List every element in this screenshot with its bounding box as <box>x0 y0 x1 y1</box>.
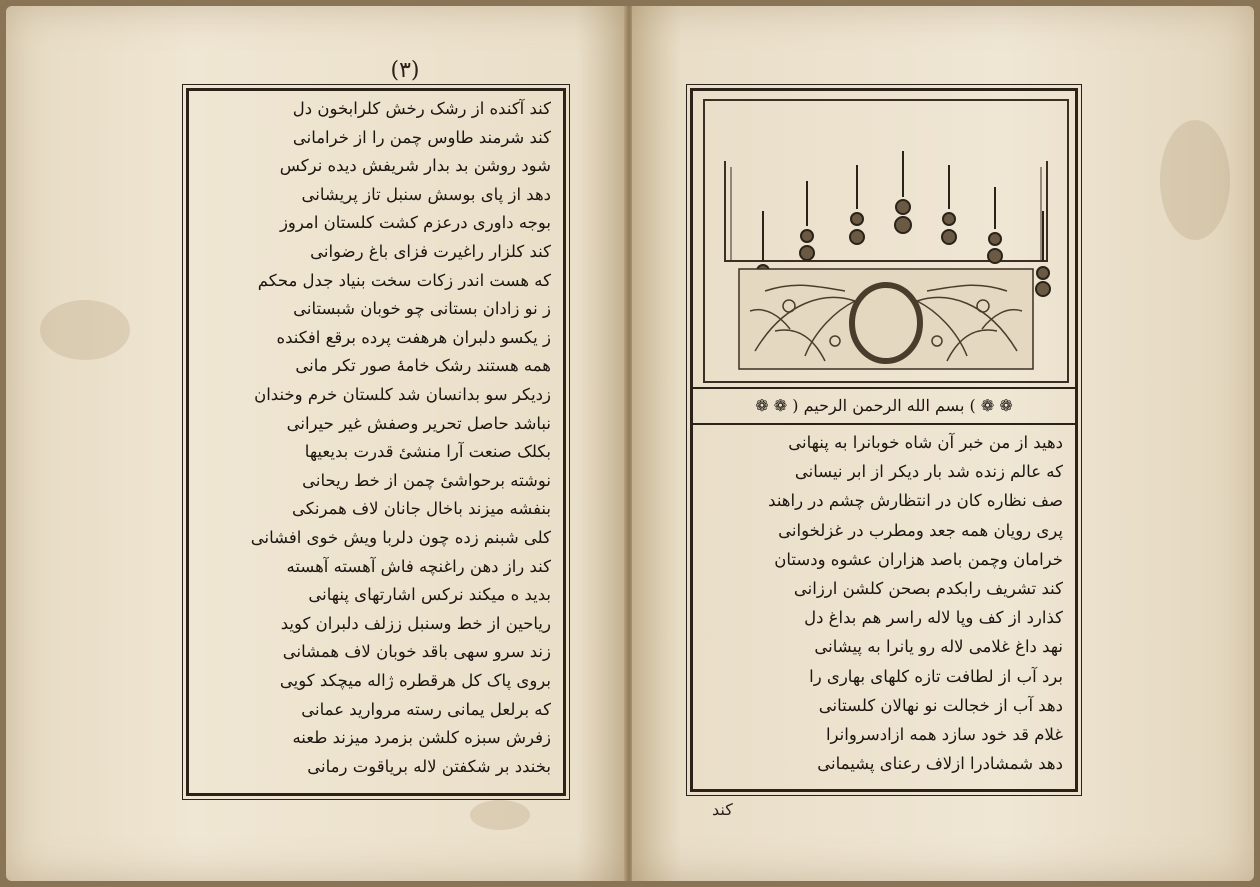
paper-stain <box>470 800 530 830</box>
text-line: برد آب از لطافت تازه کلهای بهاری را <box>809 666 1063 686</box>
catchword: کند <box>712 800 733 819</box>
text-line: کند کلزار راغیرت فزای باغ رضوانی <box>310 242 551 261</box>
text-line: صف نظاره کان در انتظارش چشم در راهند <box>768 491 1063 511</box>
text-line: که هست اندر زکات سخت بنیاد جدل محکم <box>257 270 551 290</box>
text-line: کند شرمند طاوس چمن را از خرامانی <box>292 127 551 147</box>
text-line: نهد داغ غلامی لاله رو یانرا به پیشانی <box>814 637 1063 657</box>
right-text-frame <box>690 88 1078 792</box>
paper-stain <box>40 300 130 360</box>
text-line: کند راز دهن راغنچه فاش آهسته آهسته <box>286 556 551 576</box>
text-line: کلی شبنم زده چون دلربا ویش خوی افشانی <box>250 528 551 547</box>
text-line: زفرش سبزه کلشن بزمرد میزند طعنه <box>292 728 551 748</box>
text-line: ز نو زادان بستانی چو خوبان شبستانی <box>293 299 551 319</box>
paper-stain <box>1160 120 1230 240</box>
text-line: کذارد از کف وپا لاله راسر هم بداغ دل <box>804 608 1063 628</box>
basmala-heading: ❁ ❁ ) بسم الله الرحمن الرحيم ( ❁ ❁ <box>693 387 1075 425</box>
text-line: کند تشریف رابکدم بصحن کلشن ارزانی <box>793 579 1063 598</box>
text-line: بوجه داوری درعزم کشت کلستان امروز <box>279 213 551 233</box>
text-line: بدید ه میکند نرکس اشارتهای پنهانی <box>308 585 551 605</box>
text-line: همه هستند رشک خامهٔ صور تکر مانی <box>295 356 551 376</box>
right-text-block <box>693 91 1075 789</box>
text-line: کند آکنده از رشک رخش کلرابخون دل <box>292 99 551 118</box>
page-number: (٣) <box>390 58 420 83</box>
text-line: خرامان وچمن باصد هزاران عشوه ودستان <box>774 549 1063 569</box>
text-line: شود روشن بد بدار شریفش دیده نرکس <box>279 156 551 176</box>
text-line: ریاحین از خط وسنبل ززلف دلبران کوید <box>280 613 551 633</box>
text-line: دهد از پای بوسش سنبل تاز پریشانی <box>301 184 551 204</box>
text-line: نوشته برحواشیٔ چمن از خط ریحانی <box>302 470 551 490</box>
text-line: بکلک صنعت آرا منشیٔ قدرت بدیعیها <box>304 442 551 462</box>
text-line: دهید از من خبر آن شاه خوبانرا به پنهانی <box>788 433 1063 452</box>
text-line: نباشد حاصل تحریر وصفش غیر حیرانی <box>286 413 551 433</box>
text-line: ز یکسو دلبران هرهفت پرده برقع افکنده <box>276 327 551 347</box>
text-line: بخندد بر شکفتن لاله بریاقوت رمانی <box>307 756 551 776</box>
text-line: غلام قد خود سازد همه ازادسروانرا <box>825 725 1063 744</box>
text-line: که عالم زنده شد بار دیکر از ابر نیسانی <box>794 462 1063 482</box>
text-line: دهد شمشادرا ازلاف رعنای پشیمانی <box>817 754 1063 774</box>
text-line: دهد آب از خجالت نو نهالان کلستانی <box>818 695 1063 715</box>
text-line: زدیکر سو بدانسان شد کلستان خرم وخندان <box>254 385 551 404</box>
left-text-block <box>189 91 563 793</box>
text-line: پری رویان همه جعد ومطرب در غزلخوانی <box>778 520 1063 540</box>
text-line: بنفشه میزند باخال جانان لاف همرنکی <box>292 499 551 519</box>
text-line: زند سرو سهی باقد خوبان لاف همشانی <box>282 642 551 662</box>
left-text-frame <box>186 88 566 796</box>
text-line: که برلعل یمانی رسته مروارید عمانی <box>301 699 551 719</box>
text-line: بروی پاک کل هرقطره ژاله میچکد کویی <box>279 671 551 690</box>
